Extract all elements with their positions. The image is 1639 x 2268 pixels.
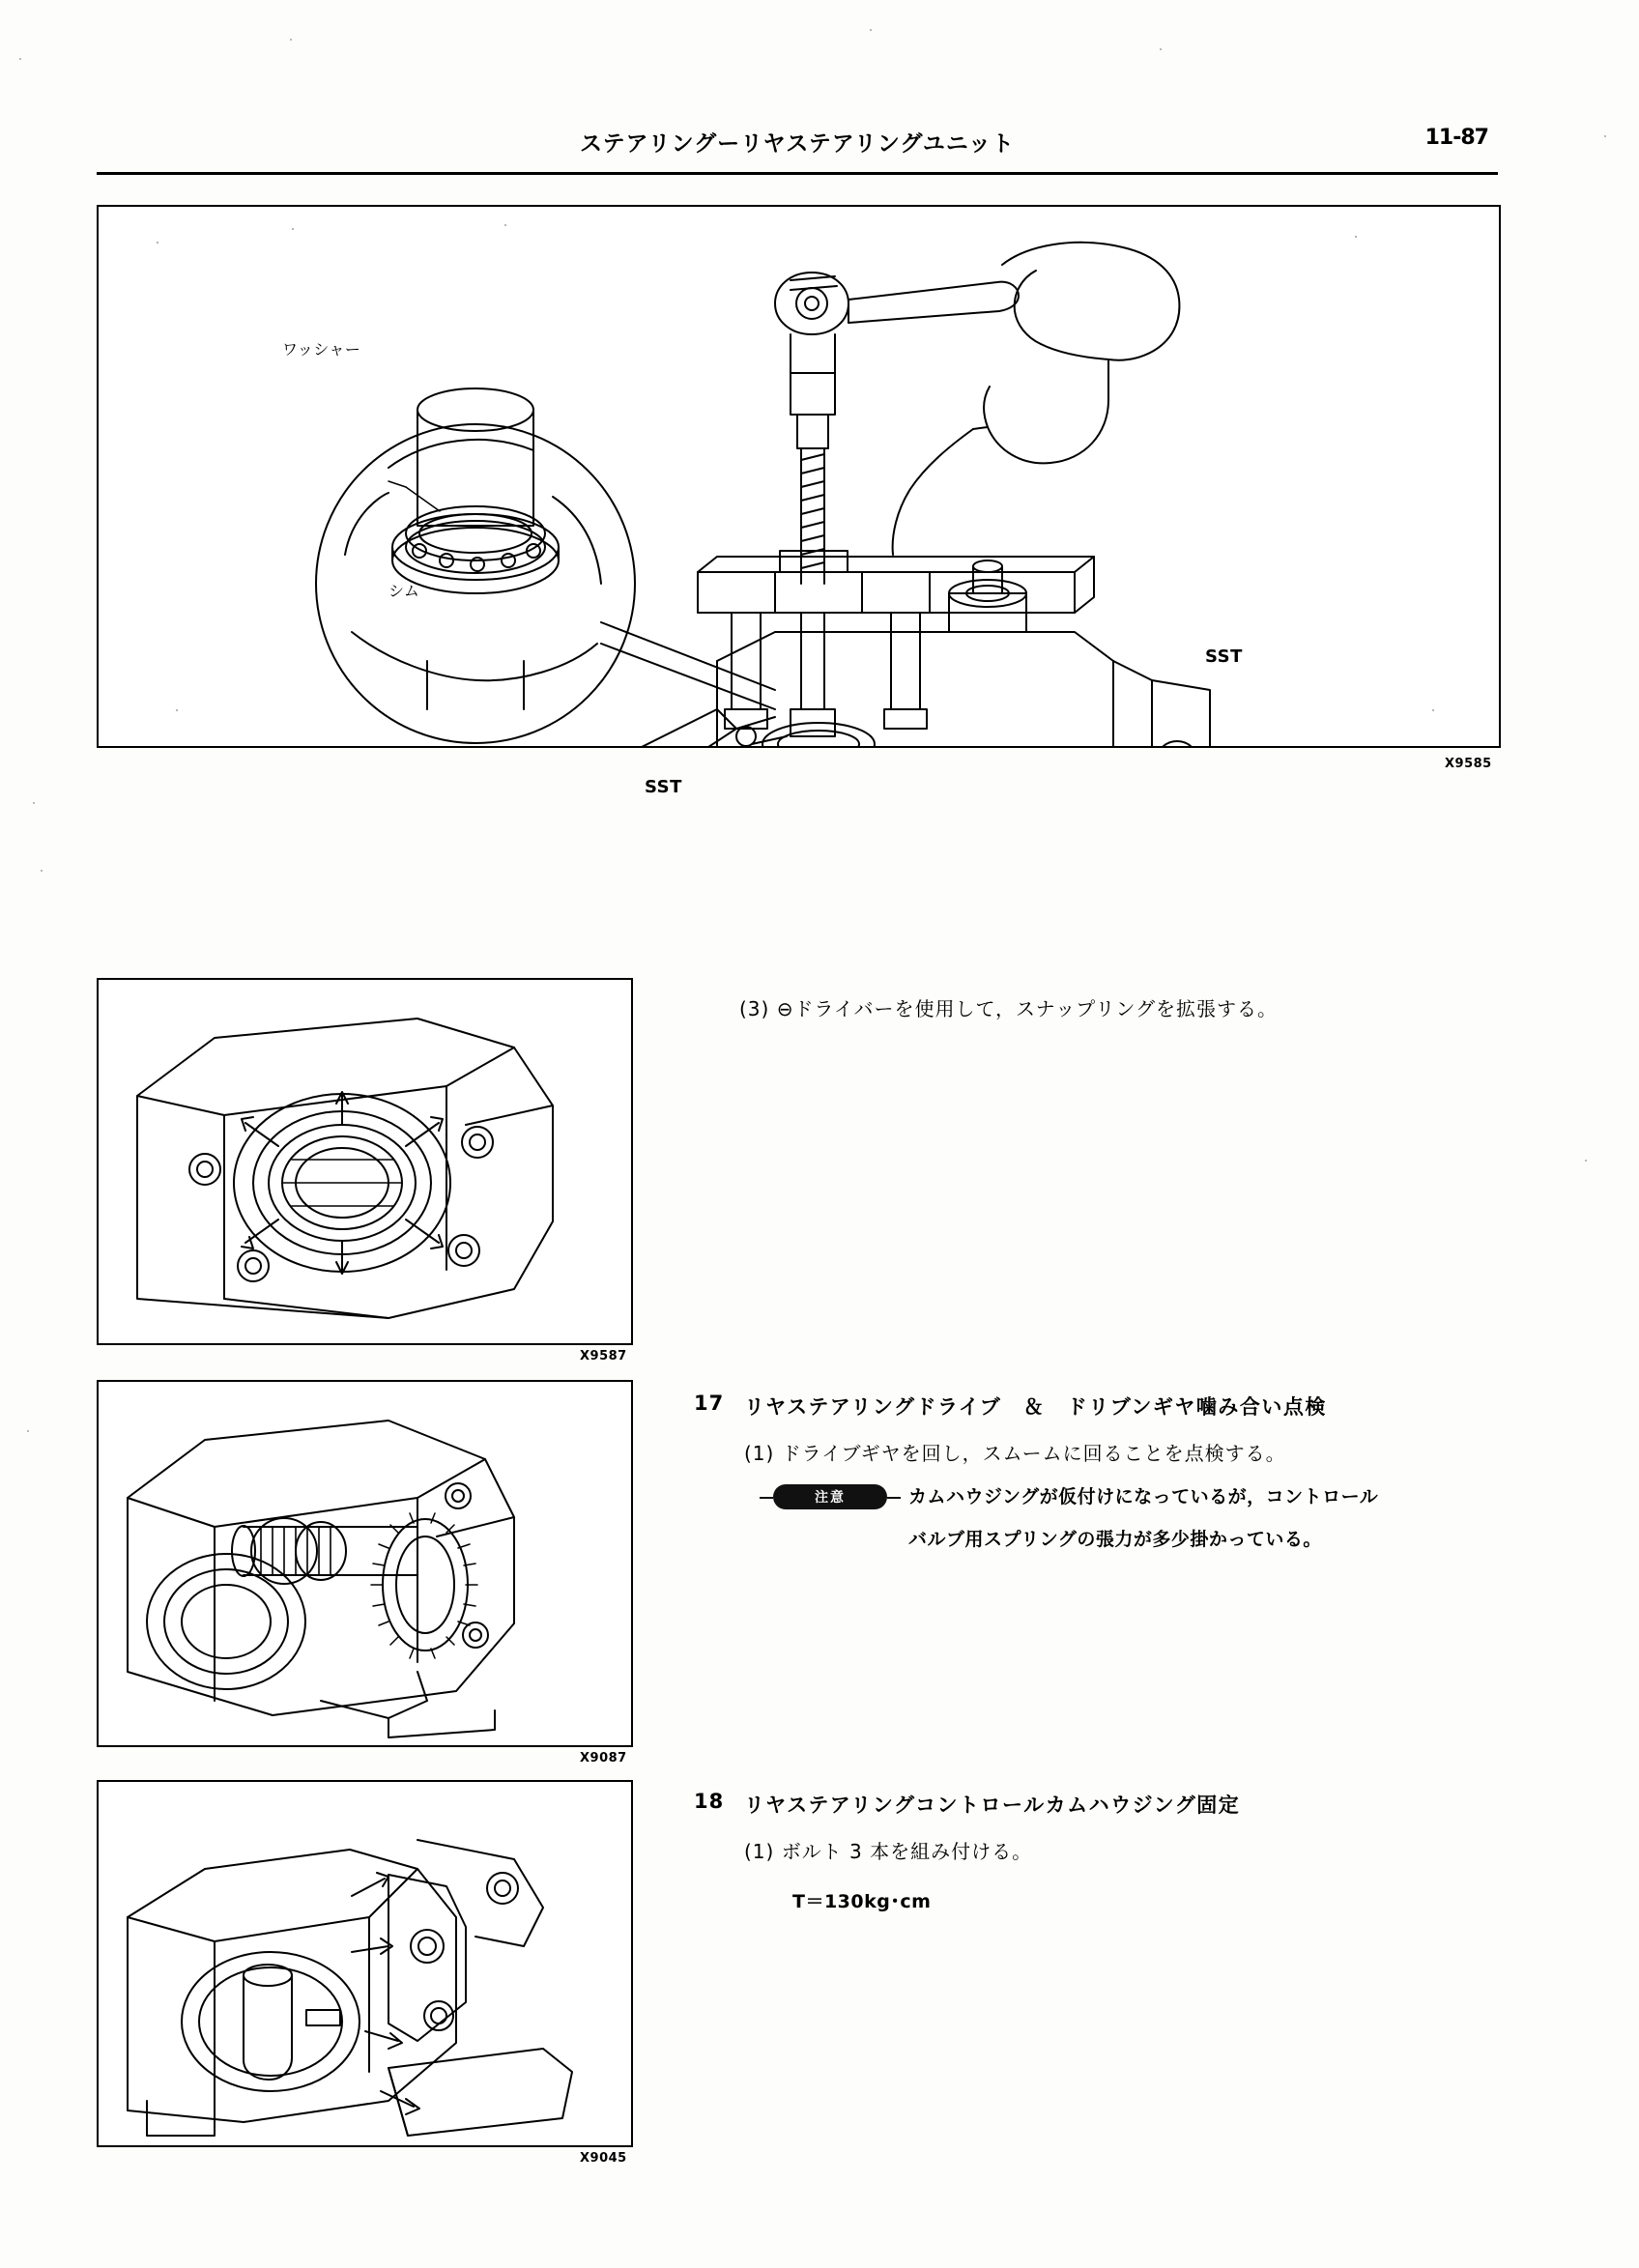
label-shim: シム bbox=[388, 582, 420, 600]
page-header bbox=[97, 126, 1498, 176]
step-18-sub-1: (1) ボルト 3 本を組み付ける。 bbox=[744, 1840, 1033, 1863]
caution-line-2: バルブ用スプリングの張力が多少掛かっている。 bbox=[908, 1529, 1322, 1550]
torque-spec: T＝130kg･cm bbox=[792, 1891, 932, 1912]
header-divider bbox=[97, 172, 1498, 175]
label-washer: ワッシャー bbox=[282, 340, 361, 359]
page-number: 11-87 bbox=[1424, 126, 1488, 150]
step-17-title: リヤステアリングドライブ ＆ ドリブンギヤ噛み合い点検 bbox=[744, 1395, 1327, 1419]
step-17-number: 17 bbox=[694, 1392, 725, 1415]
label-sst-bottom: SST bbox=[645, 777, 682, 797]
snap-ring-illustration bbox=[97, 978, 633, 1345]
caution-badge: 注意 bbox=[773, 1484, 887, 1509]
page-title: ステアリングーリヤステアリングユニット bbox=[579, 131, 1016, 157]
main-illustration-drawing bbox=[99, 207, 1499, 746]
label-sst-right: SST bbox=[1205, 646, 1243, 667]
caution-line-1: カムハウジングが仮付けになっているが，コントロール bbox=[908, 1486, 1379, 1507]
cam-housing-bolt-drawing bbox=[99, 1782, 631, 2145]
cam-housing-bolt-illustration bbox=[97, 1780, 633, 2147]
figure-code-snap: X9587 bbox=[580, 1349, 627, 1364]
figure-code-gear: X9087 bbox=[580, 1751, 627, 1766]
figure-code-main: X9585 bbox=[1445, 757, 1492, 771]
step-3-text: (3) ⊖ドライバーを使用して，スナップリングを拡張する。 bbox=[739, 997, 1279, 1020]
step-18-number: 18 bbox=[694, 1790, 725, 1813]
snap-ring-drawing bbox=[99, 980, 631, 1343]
drive-gear-drawing bbox=[99, 1382, 631, 1745]
drive-gear-illustration bbox=[97, 1380, 633, 1747]
figure-code-bolt: X9045 bbox=[580, 2151, 627, 2166]
step-18-title: リヤステアリングコントロールカムハウジング固定 bbox=[744, 1794, 1241, 1817]
step-17-sub-1: (1) ドライブギヤを回し，スムームに回ることを点検する。 bbox=[744, 1442, 1286, 1465]
